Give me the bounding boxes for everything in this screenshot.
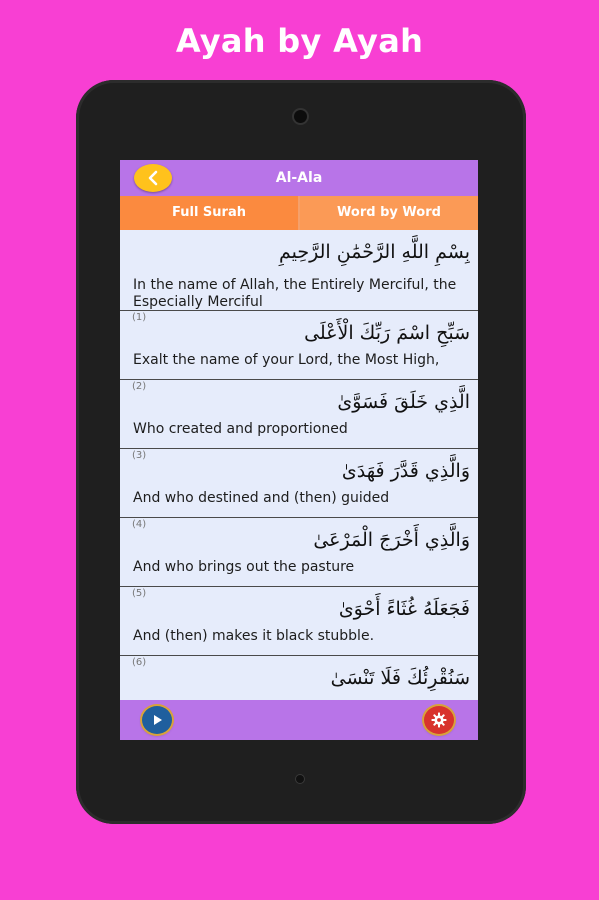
gear-icon [431,712,447,728]
ayah-item[interactable] [120,518,478,587]
promo-title: Ayah by Ayah [175,22,424,60]
arabic-text: فَجَعَلَهُ غُثَاءً أَحْوَىٰ [338,598,470,620]
arabic-text: وَالَّذِي قَدَّرَ فَهَدَىٰ [341,460,470,482]
tab-word-by-word[interactable]: Word by Word [298,196,478,230]
ayah-item[interactable] [120,587,478,656]
arabic-text: سَبِّحِ اسْمَ رَبِّكَ الْأَعْلَى [304,322,470,344]
arabic-text: بِسْمِ اللَّهِ الرَّحْمَٰنِ الرَّحِيمِ [279,241,470,263]
ayah-number: (3) [132,450,147,461]
chevron-left-icon [146,170,160,186]
ayah-item[interactable] [120,656,478,700]
ayah-list[interactable] [120,230,478,700]
ayah-number: (2) [132,381,147,392]
ayah-number: (4) [132,519,147,530]
play-icon [150,713,164,727]
bottom-bar [120,700,478,740]
app-screen [120,160,478,740]
ayah-item[interactable] [120,380,478,449]
arabic-text: سَنُقْرِئُكَ فَلَا تَنْسَىٰ [330,667,470,689]
home-sensor [296,775,304,783]
ayah-number: (5) [132,588,147,599]
surah-title: Al-Ala [275,170,323,186]
translation-text: Who created and proportioned [133,421,348,437]
bismillah-item[interactable] [120,230,478,311]
tab-full-surah[interactable]: Full Surah [120,196,298,230]
play-button[interactable] [142,706,172,734]
top-bar [120,160,478,196]
settings-button[interactable] [424,706,454,734]
translation-text: And who destined and (then) guided [133,490,390,506]
arabic-text: وَالَّذِي أَخْرَجَ الْمَرْعَىٰ [313,529,470,551]
translation-text: Exalt the name of your Lord, the Most High, [133,352,440,368]
ayah-number: (1) [132,312,147,323]
translation-text: And who brings out the pasture [133,559,355,575]
camera-dot [294,110,307,123]
translation-text: And (then) makes it black stubble. [133,628,375,644]
ayah-number: (6) [132,657,147,668]
arabic-text: الَّذِي خَلَقَ فَسَوَّىٰ [337,391,470,413]
view-tabs [120,196,478,230]
ayah-item[interactable] [120,311,478,380]
ayah-item[interactable] [120,449,478,518]
tablet-frame [76,80,526,824]
translation-text: In the name of Allah, the Entirely Merciful, the Especially Merciful [133,277,457,310]
back-button[interactable] [134,164,172,192]
